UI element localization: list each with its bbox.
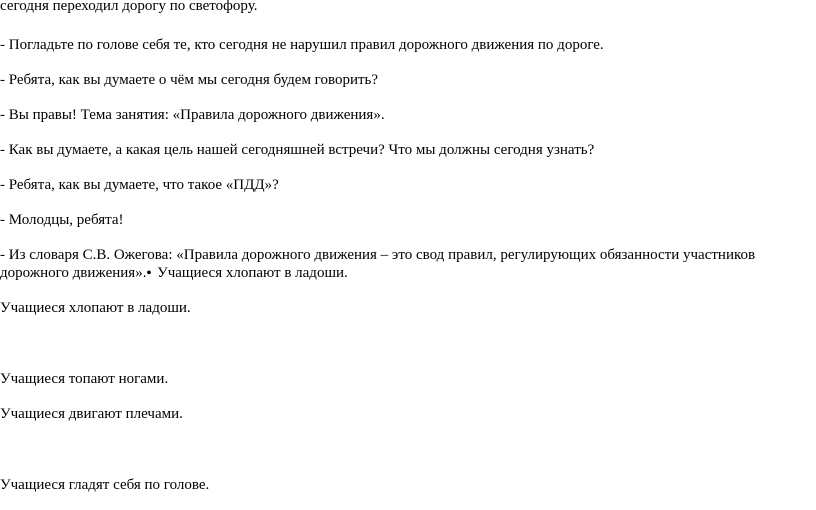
student-action-pat-head: Учащиеся гладят себя по голове.: [0, 477, 210, 493]
student-action-shoulders: Учащиеся двигают плечами.: [0, 406, 183, 422]
definition-note: Учащиеся хлопают в ладоши.: [157, 265, 348, 281]
text-line-traffic-light: сегодня переходил дорогу по светофору.: [0, 0, 258, 14]
text-line-topic-title: - Вы правы! Тема занятия: «Правила дорожного движения».: [0, 107, 385, 123]
text-line-pdd-question: - Ребята, как вы думаете, что такое «ПДД»?: [0, 177, 279, 193]
text-line-topic-question: - Ребята, как вы думаете о чём мы сегодня будем говорить?: [0, 72, 379, 88]
definition-paragraph: [0, 246, 812, 283]
student-action-clap: Учащиеся хлопают в ладоши.: [0, 300, 191, 316]
bullet-icon: •: [146, 266, 152, 281]
student-action-stomp: Учащиеся топают ногами.: [0, 371, 169, 387]
text-line-praise: - Молодцы, ребята!: [0, 212, 124, 228]
definition-text: - Из словаря С.В. Ожегова: «Правила дорожного движения – это свод правил, регулирующих обязанности участников дорожного движения».: [0, 247, 756, 281]
text-line-goal-question: - Как вы думаете, а какая цель нашей сегодняшней встречи? Что мы должны сегодня узнать?: [0, 142, 595, 158]
text-line-pat-head: - Погладьте по голове себя те, кто сегодня не нарушил правил дорожного движения по дороге.: [0, 37, 604, 53]
